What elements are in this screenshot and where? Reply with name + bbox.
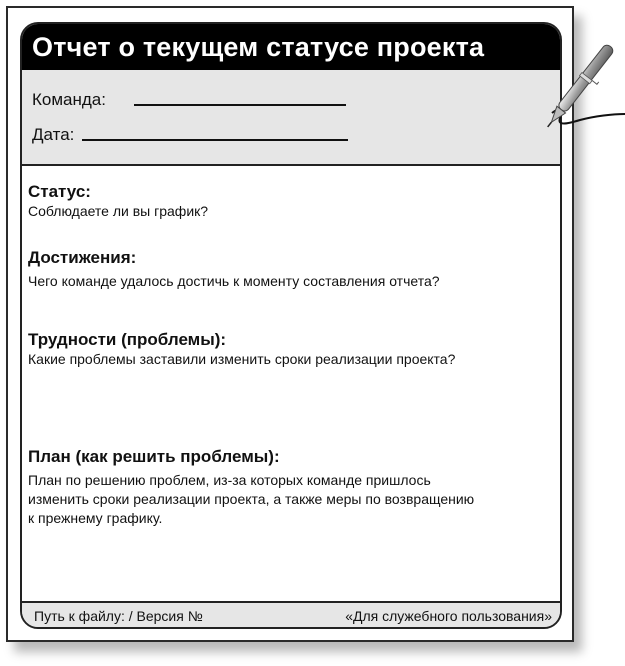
team-input-line[interactable] bbox=[134, 104, 346, 106]
section-status bbox=[28, 182, 552, 221]
section-heading: Статус: bbox=[28, 182, 91, 201]
date-field-row bbox=[32, 125, 348, 145]
confidentiality-label: «Для служебного пользования» bbox=[345, 608, 552, 624]
date-input-line[interactable] bbox=[82, 139, 348, 141]
date-label: Дата: bbox=[32, 125, 75, 144]
pen-icon bbox=[525, 30, 625, 140]
section-prompt: Чего команде удалось достичь к моменту составления отчета? bbox=[28, 273, 440, 289]
section-heading: Трудности (проблемы): bbox=[28, 330, 227, 349]
section-prompt-line: изменить сроки реализации проекта, а также меры по возвращению bbox=[28, 491, 475, 507]
section-prompt: Соблюдаете ли вы график? bbox=[28, 203, 209, 219]
section-achievements bbox=[28, 248, 552, 291]
file-path-version: Путь к файлу: / Версия № bbox=[34, 608, 203, 624]
section-heading: План (как решить проблемы): bbox=[28, 447, 280, 466]
report-title: Отчет о текущем статусе проекта bbox=[22, 24, 560, 70]
section-issues bbox=[28, 330, 552, 369]
team-label: Команда: bbox=[32, 90, 106, 109]
section-prompt-line: к прежнему графику. bbox=[28, 510, 163, 526]
section-prompt-line: План по решению проблем, из-за которых команде пришлось bbox=[28, 472, 431, 488]
footer bbox=[22, 601, 560, 627]
header-fields bbox=[22, 70, 560, 166]
team-field-row bbox=[32, 90, 346, 110]
section-heading: Достижения: bbox=[28, 248, 137, 267]
report-form bbox=[20, 22, 562, 629]
section-prompt: Какие проблемы заставили изменить сроки реализации проекта? bbox=[28, 351, 456, 367]
section-plan bbox=[28, 447, 552, 528]
